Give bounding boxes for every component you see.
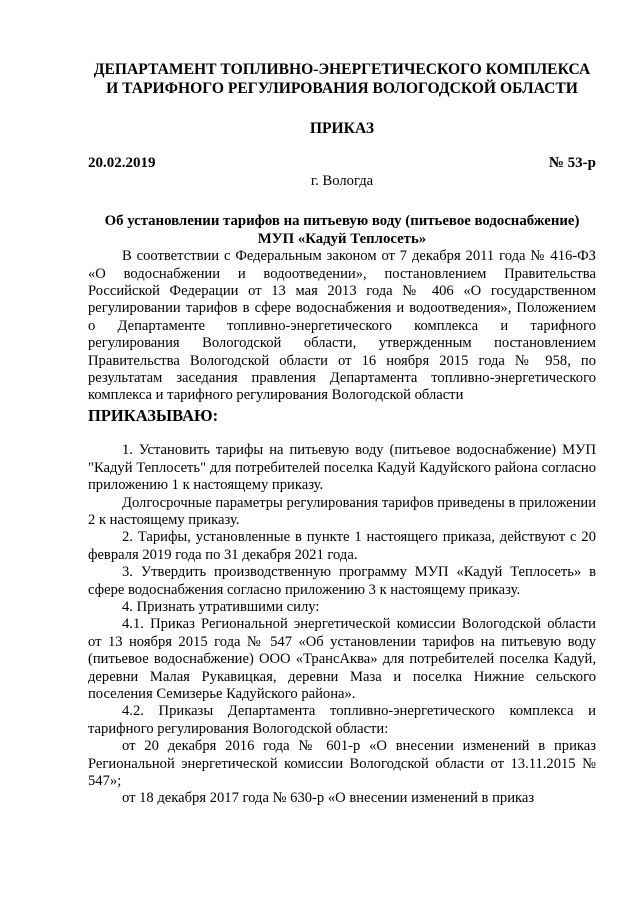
decree-word: ПРИКАЗЫВАЮ: [88, 405, 219, 425]
item-4-2: 4.2. Приказы Департамента топливно-энергетического комплекса и тарифного регулирования Вологодской области: [88, 703, 596, 737]
item-1-params: Долгосрочные параметры регулирования тарифов приведены в приложении 2 к настоящему приказу. [88, 494, 596, 528]
department-name [88, 60, 596, 98]
item-4: 4. Признать утратившими силу: [122, 598, 320, 615]
item-4-1: 4.1. Приказ Региональной энергетической комиссии Вологодской области от 13 ноября 2015 года № 547 «Об установлении тарифов на питьевую воду (питьевое водоснабжение) ООО «ТрансАква» для потребителей поселка Кадуй, деревни Малая Рукавицкая, деревни Маза и поселка Нижние сельского поселения Семизерье Кадуйского района». [88, 616, 596, 702]
item-4-2-a: от 20 декабря 2016 года № 601-р «О внесении изменений в приказ Региональной энергетической комиссии Вологодской области от 13.11.2015 № 547»; [88, 738, 596, 789]
department-line-1: ДЕПАРТАМЕНТ ТОПЛИВНО-ЭНЕРГЕТИЧЕСКОГО КОМПЛЕКСА [93, 61, 591, 78]
item-3: 3. Утвердить производственную программу МУП «Кадуй Теплосеть» в сфере водоснабжения согласно приложению 3 к настоящему приказу. [88, 564, 596, 598]
city: г. Вологда [310, 172, 374, 189]
order-subject [88, 212, 596, 248]
item-2: 2. Тарифы, установленные в пункте 1 настоящего приказа, действуют с 20 февраля 2019 года по 31 декабря 2021 года. [88, 529, 596, 563]
date-number-row [88, 155, 596, 172]
subject-line-2: МУП «Кадуй Теплосеть» [257, 231, 427, 248]
preamble-paragraph: В соответствии с Федеральным законом от 7 декабря 2011 года № 416-ФЗ «О водоснабжении и водоотведении», постановлением Правительства Российской Федерации от 13 мая 2013 года № 406 «О государственном регулировании тарифов в сфере водоснабжения и водоотведения», Положением о Департаменте топливно-энергетического комплекса и тарифного регулирования Вологодской области, утвержденным постановлением Правительства Вологодской области от 16 ноября 2015 года № 958, по результатам заседания правления Департамента топливно-энергетического комплекса и тарифного регулирования Вологодской области [88, 248, 596, 404]
subject-line-1: Об установлении тарифов на питьевую воду (питьевое водоснабжение) [104, 213, 580, 230]
item-1: 1. Установить тарифы на питьевую воду (питьевое водоснабжение) МУП "Кадуй Теплосеть" для потребителей поселка Кадуй Кадуйского района согласно приложению 1 к настоящему приказу. [88, 442, 596, 494]
order-number: № 53-р [548, 155, 596, 172]
doc-type-title: ПРИКАЗ [309, 120, 375, 137]
order-date: 20.02.2019 [88, 155, 156, 172]
document-page [88, 60, 596, 808]
item-4-2-b: от 18 декабря 2017 года № 630-р «О внесении изменений в приказ [122, 790, 535, 807]
department-line-2: И ТАРИФНОГО РЕГУЛИРОВАНИЯ ВОЛОГОДСКОЙ ОБЛАСТИ [106, 80, 578, 97]
